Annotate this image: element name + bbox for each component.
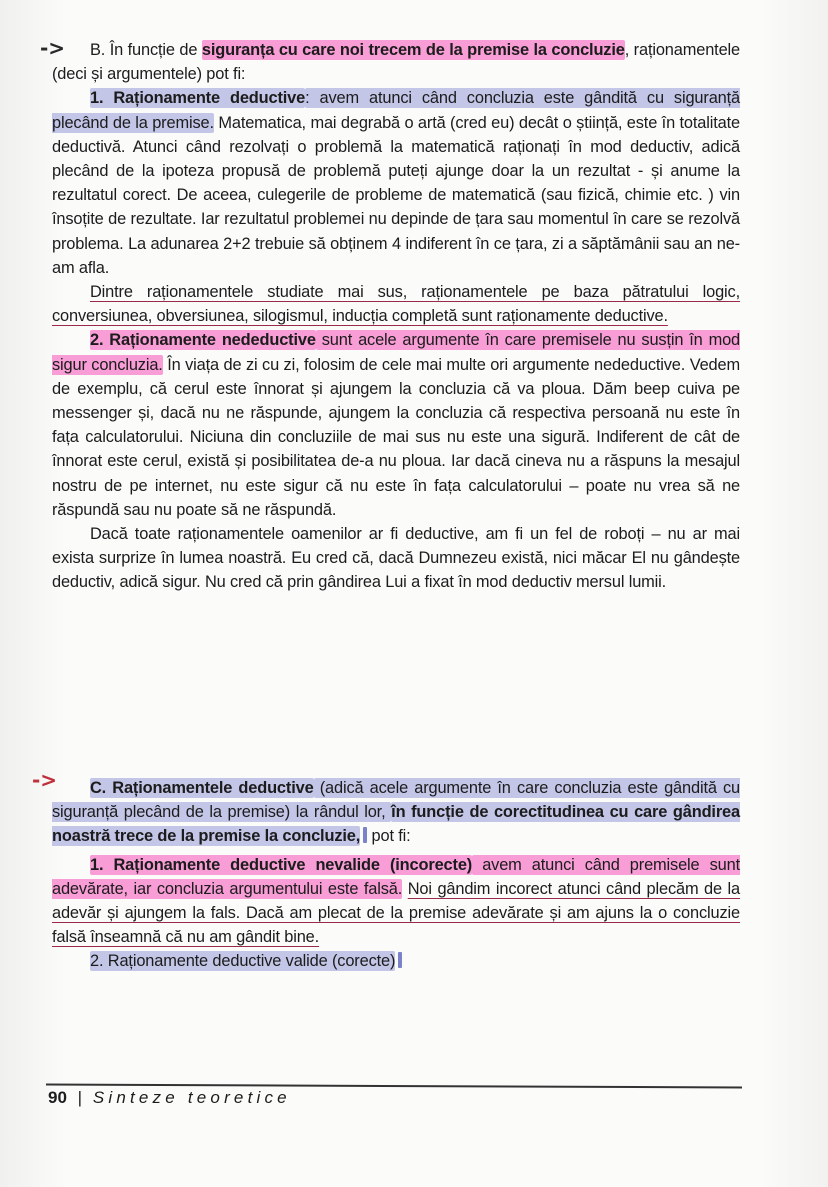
running-title: Sinteze teoretice — [92, 1088, 291, 1107]
item-invalid-title: 1. Raționamente deductive nevalide (incorecte) — [90, 855, 473, 874]
section-c-criterion: în funcție de corectitudinea cu care gândirea noastră trece de la premise la concluzie, — [52, 803, 740, 846]
item-deductive-body: Matematica, mai degrabă o artă (cred eu) decât o știință, este în totalitate deductivă. Atunci când rezolvați o problemă la matematică raționați în mod deductiv, adică plecând de la ipoteza propusă de problemă puteți ajunge doar la un rezultat - și anume la rezultatul corect. De aceea, culegerile de probleme de matematică (sau fizică, chimie etc. ) vin însoțite de rezultate. Iar rezultatul problemei nu depinde de țara sau momentul în care se rezolvă problema. La adunarea 2+2 trebuie să obținem 4 indiferent în ce țara, zi a săptămânii sau an ne-am afla. — [52, 113, 740, 277]
section-c-intro-tail: pot fi: — [367, 827, 411, 846]
section-c-explanation: (adică acele argumente în care concluzia este gândită cu siguranță plecând de la premise) la rândul lor, — [52, 779, 740, 822]
item-nondeductive-body: În viața de zi cu zi, folosim de cele mai multe ori argumente nedeductive. Vedem de exemplu, că cerul este înnorat și ajungem la concluzia că va ploua. Dăm beep cuiva pe messenger și, dacă nu ne răspunde, ajungem la concluzia că respectiva persoană nu este în fața calculatorului. Niciuna din concluziile de mai sus nu este una sigură. Indiferent de cât de înnorat este cerul, există și posibilitatea de-a nu ploua. Iar dacă cineva nu a răspuns la mesajul nostru de pe internet, nu este sigur că nu este în fața calculatorului – poate nu vrea să ne răspundă sau nu poate să ne răspundă. — [52, 355, 740, 519]
item-nondeductive-title: 2. Raționamente nedeductive — [90, 331, 316, 350]
item-valid-deductive — [52, 949, 740, 973]
section-b-criterion: siguranța cu care noi trecem de la premise la concluzie — [201, 41, 625, 59]
item-invalid-definition: avem atunci când premisele sunt adevărate, iar concluzia argumentului este falsă. — [52, 855, 740, 898]
highlight-mark — [398, 952, 402, 968]
item-deductive — [52, 86, 740, 280]
item-invalid-deductive — [52, 853, 740, 950]
item-valid-title: 2. Raționamente deductive valide (corecte) — [90, 952, 396, 971]
section-b-label: B. În funcție de — [90, 41, 202, 59]
page-number: 90 — [48, 1088, 67, 1107]
item-deductive-definition: : avem atunci când concluzia este gândită cu siguranță plecând de la premise. — [52, 89, 740, 132]
item-nondeductive-definition: sunt acele argumente în care premisele nu susțin în mod sigur concluzia. — [52, 331, 740, 374]
deductive-examples-paragraph: Dintre raționamentele studiate mai sus, raționamentele pe baza pătratului logic, conversiunea, obversiunea, silogismul, inducția completă sunt raționamente deductive. — [52, 283, 740, 326]
robots-paragraph: Dacă toate raționamentele oamenilor ar fi deductive, am fi un fel de roboți – nu ar mai exista surprize în lumea noastră. Eu cred că, dacă Dumnezeu există, nici măcar El nu gândește deductiv, adică sigur. Nu cred că prin gândirea Lui a fixat în mod deductiv mersul lumii. — [52, 525, 740, 592]
section-c — [52, 776, 740, 974]
handwritten-arrow-icon: -> — [40, 36, 66, 60]
section-c-intro — [52, 776, 740, 849]
section-c-title: C. Raționamentele deductive — [90, 779, 314, 797]
section-b — [52, 38, 740, 595]
handwritten-arrow-icon: -> — [32, 768, 58, 792]
item-invalid-explanation: Noi gândim incorect atunci când plecăm de la adevăr și ajungem la fals. Dacă am plecat de la premise adevărate și am ajuns la o concluzie falsă înseamnă că nu am gândit bine. — [52, 879, 740, 947]
footer-separator: | — [77, 1088, 83, 1107]
section-b-intro — [52, 38, 740, 86]
item-deductive-title: 1. Raționamente deductive — [90, 89, 306, 108]
section-b-intro-tail: , raționamentele (deci și argumentele) pot fi: — [52, 41, 740, 84]
page-footer — [48, 1088, 291, 1108]
item-nondeductive — [52, 328, 740, 522]
